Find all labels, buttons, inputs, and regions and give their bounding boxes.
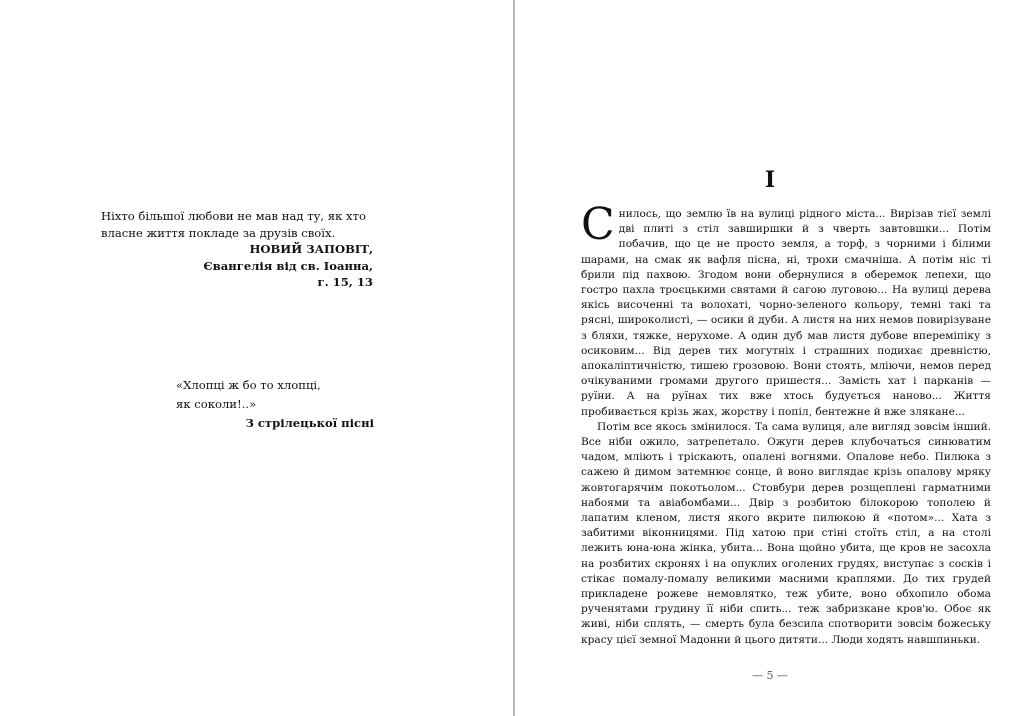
right-page bbox=[515, 0, 1025, 716]
paragraph-1-text: нилось, що землю їв на вулиці рідного міста... Вирізав тієї землі дві плиті з стіл завширшки й з чверть завтовшки... Потім побачив, що це не просто земля, а торф, з чорними і білими шарами, на смак як вафля пісна, ні, трохи смачніша. А потім ніс ті брили під пахвою. Згодом вони обернулися в оберемок лепехи, що гостро пахла троєцькими святами й сагою луговою... На вулиці дерева якісь височенні та волохаті, чорно-зеленого кольору, темні такі та рясні, широколисті, — осики й дуби. А листя на них немов повирізуване з бляхи, тяжке, нерухоме. А один дуб мав листя дубове впереміпіку з осиковим... Від дерев тих могутніх і страшних подихає древністю, апокаліптичністю, тишею грозовою. Вони стоять, мліючи, немов перед очікуваними громами другого пришестя... Замість хат і парканів — руїни. А на руїнах тих вже хтось будується наново... Життя пробивається крізь жах, жорству і попіл, бентежне й вже злякане... bbox=[581, 208, 991, 418]
chapter-body bbox=[581, 199, 991, 648]
epigraph-gospel-source-1: НОВИЙ ЗАПОВІТ, bbox=[249, 242, 373, 256]
epigraph-gospel-source-3: г. 15, 13 bbox=[317, 275, 373, 289]
chapter-title: I bbox=[764, 167, 776, 193]
drop-cap: С bbox=[581, 199, 615, 250]
page-number: — 5 — bbox=[752, 669, 788, 682]
paragraph-2: Потім все якось змінилося. Та сама вулиця, але вигляд зовсім інший. Все ніби ожило, затрепетало. Ожуги дерев клубочаться синюватим чадом, мліють і тріскають, опалені вогнями. Опалове небо. Пилюка з сажею й димом затемнює сонце, й воно виглядає крізь опалову мряку жовтогарячим покотьолом... Стовбури дерев розщеплені гарматними набоями та авіабомбами... Двір з розбитою білокорою тополею й лапатим кленом, листя якого вкрите пилюкою й «потом»... Хата з забитими віконницями. Під хатою при стіні стоїть стіл, а на столі лежить юна-юна жінка, убита... Вона щойно убита, ще кров не засохла на розбитих скронях і на опуклих оголених грудях, виступає з сосків і стікає помалу-помалу великими масними краплями. До тих грудей прикладене рожеве немовлятко, теж убите, воно обхопило обома рученятами грудину її ніби спить... теж забризкане кров'ю. Обоє як живі, ніби сплять, — смерть була безсила спотворити зовсім божеську красу цієї земної Мадонни й цього дитяти... Люди ходять навшпиньки. bbox=[581, 420, 991, 646]
epigraph-gospel-source-2: Євангелія від св. Іоанна, bbox=[203, 258, 373, 273]
epigraph-gospel-line-1: Ніхто більшої любови не мав над ту, як хто bbox=[101, 209, 366, 223]
epigraph-song-source: З стрілецької пісні bbox=[245, 416, 374, 430]
epigraph-song-line-2: як соколи!..» bbox=[176, 397, 257, 411]
paragraph-1 bbox=[581, 199, 991, 420]
epigraph-gospel bbox=[101, 208, 373, 291]
epigraph-gospel-line-2: власне життя покладе за друзів своїх. bbox=[101, 225, 336, 240]
epigraph-song bbox=[176, 376, 374, 433]
epigraph-song-line-1: «Хлопці ж бо то хлопці, bbox=[176, 378, 321, 392]
